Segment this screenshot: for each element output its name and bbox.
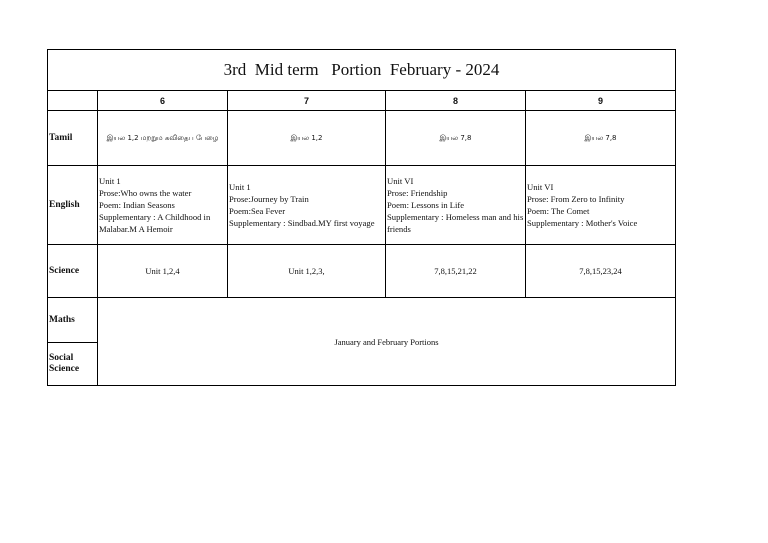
english-8-prose: Prose: Friendship: [387, 188, 448, 198]
portion-table: [47, 49, 676, 386]
english-9-supplementary: Supplementary : Mother's Voice: [527, 218, 638, 228]
english-8-unit: Unit VI: [387, 176, 414, 186]
science-grade-9: 7,8,15,23,24: [526, 245, 676, 298]
english-9-prose: Prose: From Zero to Infinity: [527, 194, 625, 204]
maths-row: [48, 298, 676, 343]
english-6-unit: Unit 1: [99, 176, 121, 186]
science-grade-6: Unit 1,2,4: [98, 245, 228, 298]
english-row: [48, 166, 676, 245]
grade-9-header: 9: [526, 91, 676, 111]
english-7-poem: Poem:Sea Fever: [229, 206, 286, 216]
science-row: [48, 245, 676, 298]
grade-7-header: 7: [228, 91, 386, 111]
tamil-grade-9: இயல 7,8: [526, 111, 676, 166]
title-row: [48, 50, 676, 91]
grade-8-header: 8: [386, 91, 526, 111]
english-7-unit: Unit 1: [229, 182, 251, 192]
english-grade-7: [228, 166, 386, 245]
english-9-poem: Poem: The Comet: [527, 206, 590, 216]
tamil-grade-8: இயல 7,8: [386, 111, 526, 166]
science-grade-7: Unit 1,2,3,: [228, 245, 386, 298]
english-grade-9: [526, 166, 676, 245]
english-7-prose: Prose:Journey by Train: [229, 194, 309, 204]
subject-science: Science: [48, 245, 98, 298]
english-9-unit: Unit VI: [527, 182, 554, 192]
corner-cell: [48, 91, 98, 111]
english-grade-8: [386, 166, 526, 245]
subject-tamil: Tamil: [48, 111, 98, 166]
tamil-grade-7: இயல 1,2: [228, 111, 386, 166]
tamil-grade-6: இயல 1,2 மறறும கவிதைப பேழை: [98, 111, 228, 166]
subject-english: English: [48, 166, 98, 245]
page-title: 3rd Mid term Portion February - 2024: [48, 50, 676, 91]
english-8-poem: Poem: Lessons in Life: [387, 200, 465, 210]
grade-6-header: 6: [98, 91, 228, 111]
subject-social-science: Social Science: [48, 343, 98, 386]
tamil-row: [48, 111, 676, 166]
english-6-supplementary: Supplementary : A Childhood in Malabar.M A Hemoir: [99, 212, 211, 234]
maths-social-portion: January and February Portions: [98, 298, 676, 386]
english-grade-6: [98, 166, 228, 245]
english-8-supplementary: Supplementary : Homeless man and his friends: [387, 212, 524, 234]
grade-header-row: [48, 91, 676, 111]
subject-maths: Maths: [48, 298, 98, 343]
science-grade-8: 7,8,15,21,22: [386, 245, 526, 298]
english-6-poem: Poem: Indian Seasons: [99, 200, 175, 210]
english-6-prose: Prose:Who owns the water: [99, 188, 192, 198]
english-7-supplementary: Supplementary : Sindbad.MY first voyage: [229, 218, 375, 228]
